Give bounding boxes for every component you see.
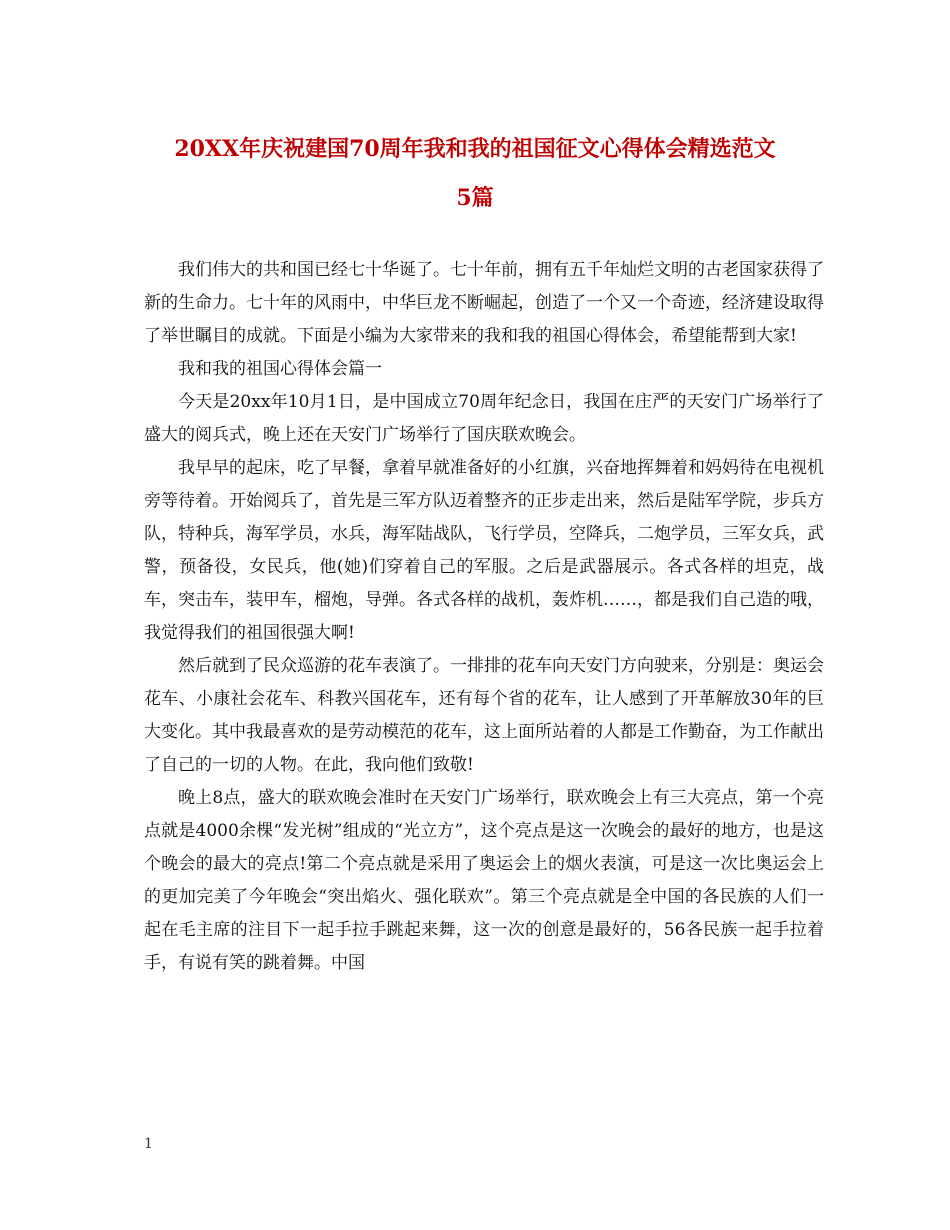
document-title-line-2: 5篇 — [456, 185, 494, 211]
page-number: 1 — [144, 1136, 153, 1152]
paragraph-intro: 我们伟大的共和国已经七十华诞了。七十年前，拥有五千年灿烂文明的古老国家获得了新的生命力。七十年的风雨中，中华巨龙不断崛起，创造了一个又一个奇迹，经济建设取得了举世瞩目的成就。下面是小编为大家带来的我和我的祖国心得体会，希望能帮到大家! — [144, 260, 824, 346]
document-body — [144, 254, 824, 980]
paragraph: 今天是20xx年10月1日，是中国成立70周年纪念日，我国在庄严的天安门广场举行了盛大的阅兵式，晚上还在天安门广场举行了国庆联欢晚会。 — [144, 392, 824, 445]
paragraph: 然后就到了民众巡游的花车表演了。一排排的花车向天安门方向驶来，分别是：奥运会花车、小康社会花车、科教兴国花车，还有每个省的花车，让人感到了开革解放30年的巨大变化。其中我最喜欢的是劳动模范的花车，这上面所站着的人都是工作勤奋，为工作献出了自己的一切的人物。在此，我向他们致敬! — [144, 656, 824, 775]
document-title-line-1: 20XX年庆祝建国70周年我和我的祖国征文心得体会精选范文 — [174, 136, 776, 162]
section-heading: 我和我的祖国心得体会篇一 — [178, 359, 382, 379]
paragraph: 晚上8点，盛大的联欢晚会准时在天安门广场举行，联欢晚会上有三大亮点，第一个亮点就是4000余棵“发光树”组成的“光立方”，这个亮点是这一次晚会的最好的地方，也是这个晚会的最大的亮点!第二个亮点就是采用了奥运会上的烟火表演，可是这一次比奥运会上的更加完美了今年晚会“突出焰火、强化联欢”。第三个亮点就是全中国的各民族的人们一起在毛主席的注目下一起手拉手跳起来舞，这一次的创意是最好的，56各民族一起手拉着手，有说有笑的跳着舞。中国 — [144, 788, 824, 973]
paragraph: 我早早的起床，吃了早餐，拿着早就准备好的小红旗，兴奋地挥舞着和妈妈待在电视机旁等待着。开始阅兵了，首先是三军方队迈着整齐的正步走出来，然后是陆军学院，步兵方队，特种兵，海军学员，水兵，海军陆战队，飞行学员，空降兵，二炮学员，三军女兵，武警，预备役，女民兵，他(她)们穿着自己的军服。之后是武器展示。各式各样的坦克，战车，突击车，装甲车，榴炮，导弹。各式各样的战机，轰炸机……，都是我们自己造的哦，我觉得我们的祖国很强大啊! — [144, 458, 824, 643]
